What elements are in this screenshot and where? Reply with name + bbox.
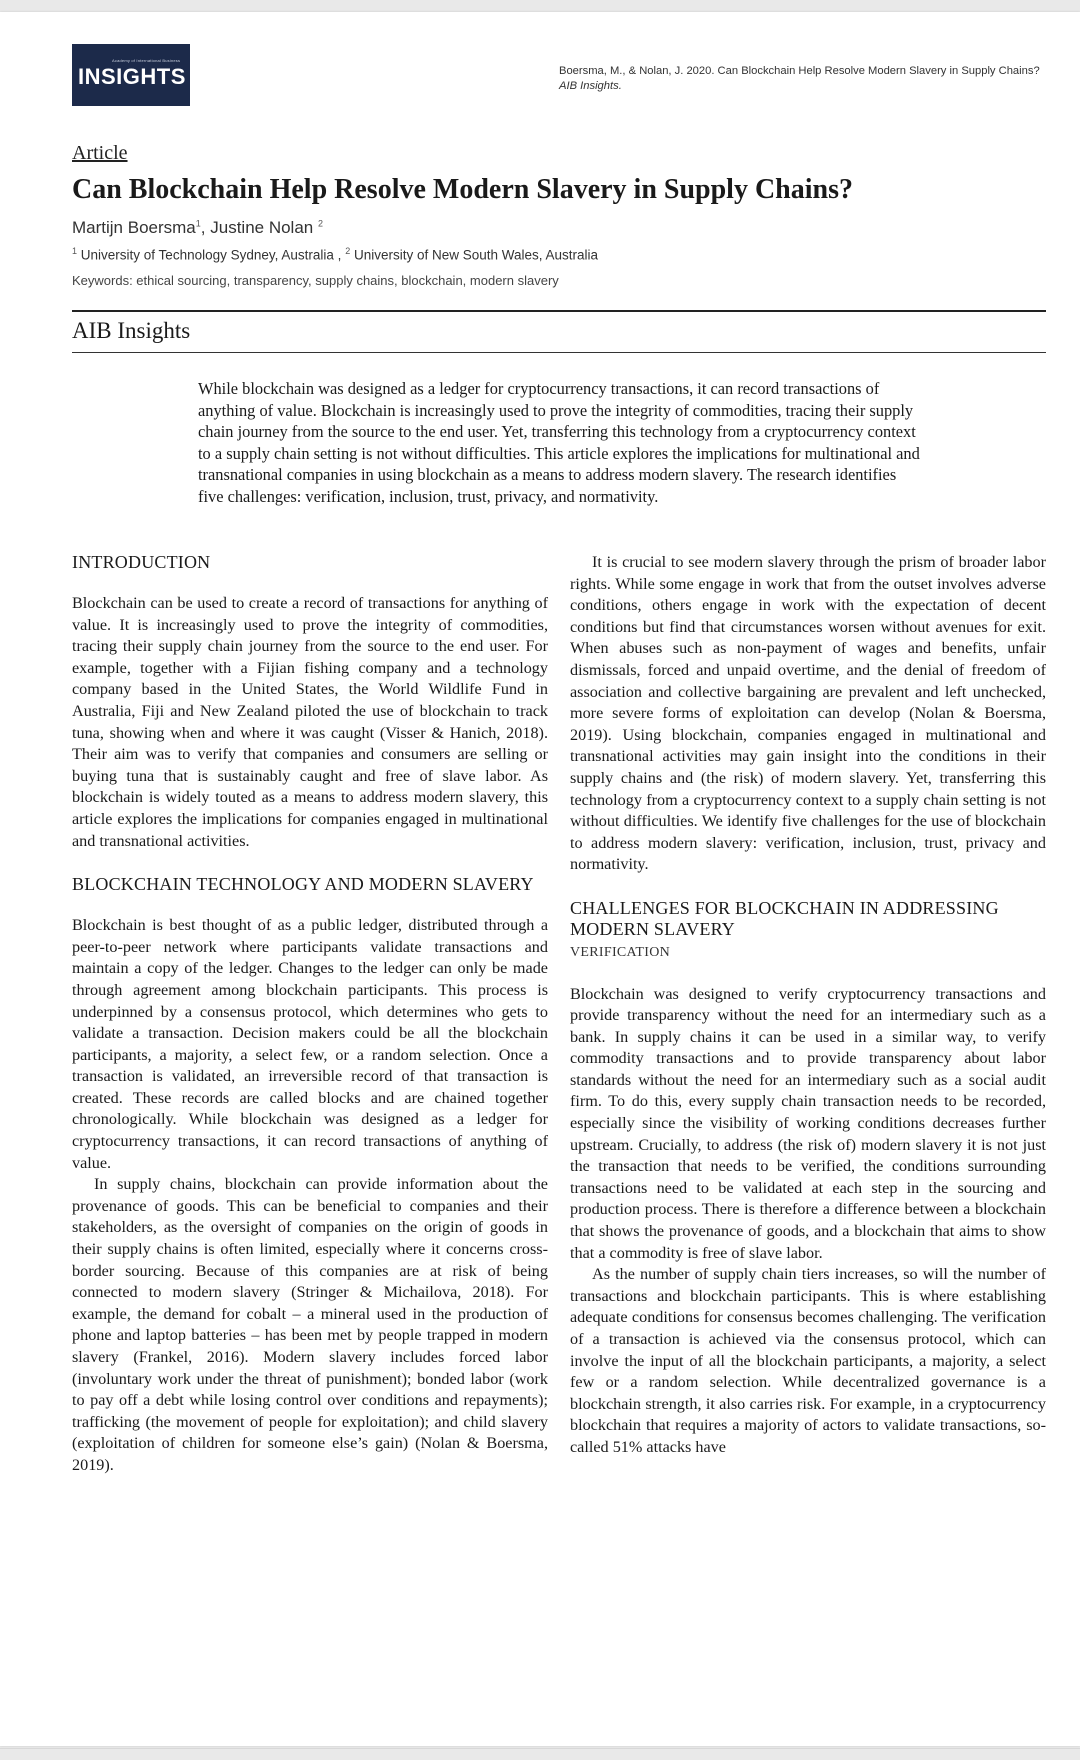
citation-text: Boersma, M., & Nolan, J. 2020. Can Blockchain Help Resolve Modern Slavery in Supply Chains? xyxy=(559,65,1040,77)
section-heading-introduction: INTRODUCTION xyxy=(72,552,211,572)
article-type-label: Article xyxy=(72,142,128,164)
section-heading-technology: BLOCKCHAIN TECHNOLOGY AND MODERN SLAVERY xyxy=(72,874,534,895)
affiliation-line xyxy=(72,246,598,263)
logo-subtitle: Academy of International Business xyxy=(112,58,181,63)
paragraph: Blockchain was designed to verify cryptocurrency transactions and provide transparency without the need for an intermediary such as a bank. In supply chains it can be used in a similar way, to verify commodity transactions and to provide transparency about labor standards without the need for an intermediary such as a social audit firm. To do this, every supply chain transaction needs to be recorded, especially since the visibility of working conditions decreases further upstream. Crucially, to address (the risk of) modern slavery it is not just the transaction that needs to be verified, the conditions surrounding transactions need to be validated at each step in the sourcing and production process. There is therefore a difference between a blockchain that shows the provenance of goods, and a blockchain that aims to show that a commodity is free of slave labor. xyxy=(570,984,1046,1262)
citation-journal: AIB Insights. xyxy=(559,80,622,92)
paragraph: In supply chains, blockchain can provide information about the provenance of goods. This can be beneficial to companies and their stakeholders, as the oversight of companies on the origin of goods in their supply chains is often limited, especially where it concerns cross-border sourcing. Because of this companies are at risk of being connected to modern slavery (Stringer & Michailova, 2018). For example, the demand for cobalt – a mineral used in the production of phone and laptop batteries – has been met by people trapped in modern slavery (Frankel, 2016). Modern slavery includes forced labor (involuntary work under the threat of punishment); bonded labor (work to pay off a debt while losing control over conditions and repayments); trafficking (the movement of people for exploitation); and child slavery (exploitation of children for someone else’s gain) (Nolan & Boersma, 2019). xyxy=(72,1175,548,1474)
insights-logo xyxy=(72,44,190,106)
affiliation: University of New South Wales, Australia xyxy=(353,247,599,263)
paragraph: As the number of supply chain tiers increases, so will the number of transactions and blockchain participants. This is where establishing adequate conditions for consensus becomes challenging. The verification of a transaction is achieved via the consensus protocol, which can involve the input of all the blockchain participants, a majority, a select few or a random selection. While decentralized governance is a blockchain strength, it also carries risk. For example, in a cryptocurrency blockchain that requires a majority of actors to validate transactions, so-called 51% attacks have xyxy=(570,1265,1046,1456)
author-line: Martijn Boersma$^1$, Justine Nolan $^2$ xyxy=(72,218,323,237)
author-affil-marker: 1 xyxy=(195,218,201,229)
paragraph: Blockchain can be used to create a record of transactions for anything of value. It is increasingly used to prove the integrity of commodities, tracing their supply chain journey from the source to the end user. For example, together with a Fijian fishing company and a technology company based in the United States, the World Wildlife Fund in Australia, Fiji and New Zealand piloted the use of blockchain to track tuna, showing when and where it was caught (Visser & Hanich, 2018). Their aim was to verify that companies and consumers are selling or buying tuna that is sustainably caught and free of slave labor. As blockchain is widely touted as a means to address modern slavery, this article explores the implications for companies engaged in multinational and transnational activities. xyxy=(72,594,548,850)
paper-page xyxy=(0,12,1080,1746)
author-name: Justine Nolan xyxy=(210,218,314,237)
abstract: While blockchain was designed as a ledger for cryptocurrency transactions, it can record transactions of anything of value. Blockchain is increasingly used to prove the integrity of commodities, tracing their supply chain journey from the source to the end user. Yet, transferring this technology from a cryptocurrency context to a supply chain setting is not without difficulties. This article explores the implications for multinational and transnational companies in using blockchain as a means to address modern slavery. The research identifies five challenges: verification, inclusion, trust, privacy, and normativity. xyxy=(198,379,920,506)
paragraph: Blockchain is best thought of as a public ledger, distributed through a peer-to-peer network where participants validate transactions and maintain a copy of the ledger. Changes to the ledger can only be made through agreement among blockchain participants. This process is underpinned by a consensus protocol, which determines who gets to validate a transaction. Decision makers could be all the blockchain participants, a majority, a select few, or a random selection. Once a transaction is validated, an irreversible record of that transaction is created. These records are called blocks and are chained together chronologically. While blockchain was designed as a ledger for cryptocurrency transactions, it can record transactions of anything of value. xyxy=(72,916,548,1172)
subheading-verification: VERIFICATION xyxy=(570,944,671,960)
citation xyxy=(559,64,1049,94)
header-rule-thin xyxy=(72,352,1046,353)
affil-marker: 1 xyxy=(72,246,78,256)
affil-marker: 2 xyxy=(345,246,351,256)
paper-title: Can Blockchain Help Resolve Modern Slavery in Supply Chains? xyxy=(72,174,854,205)
author-affil-marker: 2 xyxy=(317,218,323,229)
header-rule xyxy=(72,310,1046,312)
keywords: Keywords: ethical sourcing, transparency, supply chains, blockchain, modern slavery xyxy=(72,273,559,288)
paragraph: It is crucial to see modern slavery through the prism of broader labor rights. While some engage in work that from the outset involves adverse conditions, others engage in work with the expectation of decent conditions but find that circumstances worsen without avenues for exit. When abuses such as non-payment of wages and benefits, unfair dismissals, forced and unpaid overtime, and the denial of freedom of association and collective bargaining are prevalent and left unchecked, more severe forms of exploitation can develop (Nolan & Boersma, 2019). Using blockchain, companies engaged in multinational and transnational activities may gain insight into the conditions in their supply chains and (the risk) of modern slavery. Yet, transferring this technology from a cryptocurrency context to a supply chain setting is not without difficulties. We identify five challenges for the use of blockchain to address modern slavery: verification, inclusion, trust, privacy and normativity. xyxy=(570,553,1046,874)
journal-section-header: AIB Insights xyxy=(72,318,191,343)
section-heading-challenges: CHALLENGES FOR BLOCKCHAIN IN ADDRESSING MODERN SLAVERY xyxy=(570,897,999,939)
author-name: Martijn Boersma xyxy=(72,218,196,237)
affiliation: University of Technology Sydney, Australia , xyxy=(80,247,342,263)
left-column xyxy=(72,552,548,1477)
right-column xyxy=(570,552,1046,1459)
logo-word: INSIGHTS xyxy=(78,64,186,89)
bottom-divider xyxy=(0,1748,1080,1749)
